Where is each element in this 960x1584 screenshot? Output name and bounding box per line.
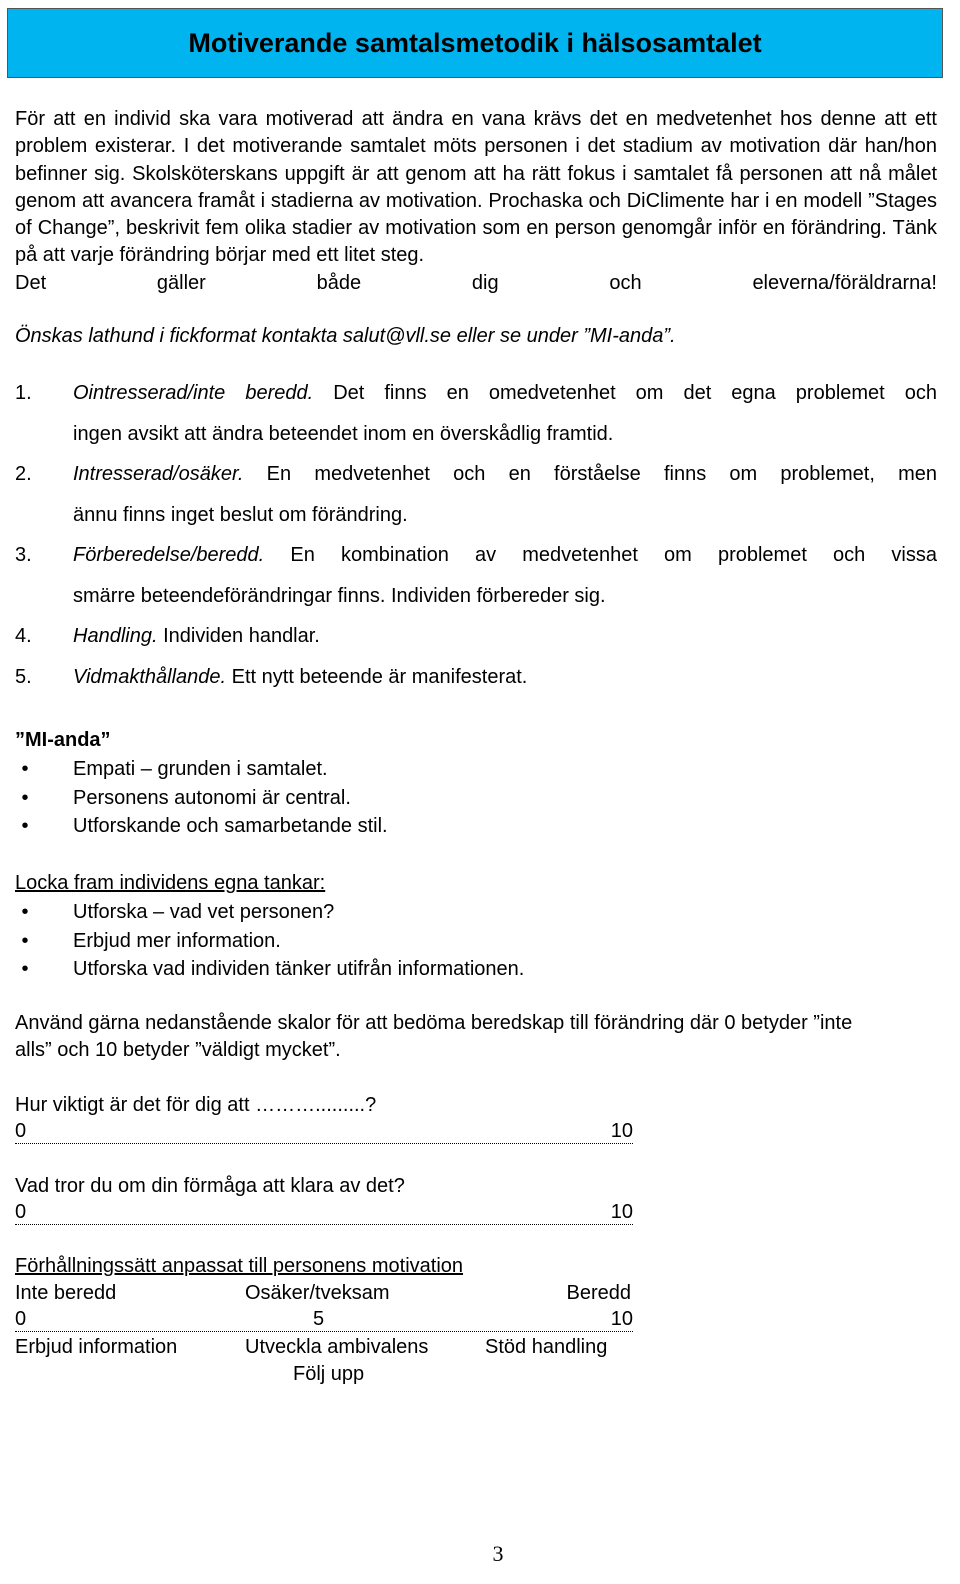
stage-name: Vidmakthållande. <box>73 665 227 688</box>
list-item: • Utforska – vad vet personen? <box>15 898 524 927</box>
stage-item: 4. Handling. Individen handlar. <box>15 625 320 647</box>
stage-item: 5. Vidmakthållande. Ett nytt beteende är manifesterat. <box>15 665 528 688</box>
action-follow-up: Följ upp <box>293 1363 365 1385</box>
action-inform: Erbjud information <box>15 1336 178 1358</box>
stage-name: Handling. <box>73 625 158 647</box>
stage-item: 2. Intresserad/osäker. En medvetenhet och en förståelse finns om problemet, men ännu finns inget beslut om förändring. <box>15 463 937 526</box>
bullet-icon: • <box>21 929 29 952</box>
intro-contact-italic: Önskas lathund i fickformat kontakta salut@vll.se eller se under ”MI-anda”. <box>15 325 676 348</box>
list-item: • Empati – grunden i samtalet. <box>15 755 388 784</box>
question-ability: Vad tror du om din förmåga att klara av det? <box>15 1175 405 1197</box>
page-title: Motiverande samtalsmetodik i hälsosamtalet <box>188 27 762 58</box>
stage-item: 1. Ointresserad/inte beredd. Det finns en omedvetenhet om det egna problemet och ingen avsikt att ändra beteendet inom en överskådlig framtid. <box>15 382 937 445</box>
scale-min: 0 <box>15 1120 27 1142</box>
list-item: • Utforskande och samarbetande stil. <box>15 812 388 841</box>
scale-max: 10 <box>610 1308 633 1330</box>
intro-main-text: För att en individ ska vara motiverad att ändra en vana krävs det en medvetenhet hos denne att ett problem existerar. I det motiverande samtalet möts personen i det stadium av motivation där han/hon befinner sig. Skolsköterskans uppgift är att genom att ha rätt fokus i samtalet få personen att nå målet genom att avancera framåt i stadierna av motivation. Prochaska och DiClimente har i en modell ”Stages of Change”, beskrivit fem olika stadier av motivation som en person genomgår inför en förändring. Tänk på att varje förändring börjar med ett litet steg. <box>15 108 937 267</box>
readiness-scale <box>15 1307 633 1332</box>
list-item: • Personens autonomi är central. <box>15 784 388 813</box>
label-unsure: Osäker/tveksam <box>245 1282 390 1304</box>
scale-max: 10 <box>610 1201 633 1223</box>
mi-anda-heading: ”MI-anda” <box>15 729 111 751</box>
stage-name: Intresserad/osäker. <box>73 463 244 485</box>
bullet-icon: • <box>21 786 29 809</box>
approach-heading: Förhållningssätt anpassat till personens motivation <box>15 1255 464 1277</box>
ability-scale <box>15 1200 633 1225</box>
stage-name: Ointresserad/inte beredd. <box>73 382 314 404</box>
scale-min: 0 <box>15 1308 27 1330</box>
stage-name: Förberedelse/beredd. <box>73 544 265 566</box>
title-box <box>7 8 943 78</box>
scale-mid: 5 <box>313 1308 325 1330</box>
question-importance: Hur viktigt är det för dig att ……….........? <box>15 1094 377 1116</box>
page-number: 3 <box>492 1541 504 1566</box>
approach-actions <box>15 1334 633 1361</box>
approach-follow <box>15 1361 633 1388</box>
importance-scale <box>15 1119 633 1144</box>
intro-contact-normal: Det gäller både dig och eleverna/föräldrarna! <box>15 271 937 294</box>
bullet-icon: • <box>21 758 29 780</box>
intro-paragraph <box>15 106 937 297</box>
locka-heading: Locka fram individens egna tankar: <box>15 872 326 894</box>
stage-item: 3. Förberedelse/beredd. En kombination av medvetenhet om problemet och vissa smärre beteendeförändringar finns. Individen förbereder sig. <box>15 544 937 607</box>
list-item: • Utforska vad individen tänker utifrån informationen. <box>15 955 524 984</box>
mi-anda-list <box>15 755 388 841</box>
label-not-ready: Inte beredd <box>15 1282 117 1304</box>
bullet-icon: • <box>21 958 29 981</box>
scale-min: 0 <box>15 1201 27 1223</box>
scales-intro: Använd gärna nedanstående skalor för att bedöma beredskap till förändring där 0 betyder ”inte alls” och 10 betyder ”väldigt mycket”. <box>15 1012 853 1062</box>
bullet-icon: • <box>21 815 29 838</box>
locka-list <box>15 898 524 984</box>
bullet-icon: • <box>21 901 29 923</box>
list-item: • Erbjud mer information. <box>15 927 524 956</box>
label-ready: Beredd <box>566 1282 631 1304</box>
scale-max: 10 <box>610 1120 633 1142</box>
intro-contact <box>15 296 937 351</box>
action-ambivalence: Utveckla ambivalens <box>245 1336 429 1358</box>
stages-list <box>15 373 937 697</box>
action-support: Stöd handling <box>485 1336 608 1358</box>
readiness-labels <box>15 1280 633 1307</box>
